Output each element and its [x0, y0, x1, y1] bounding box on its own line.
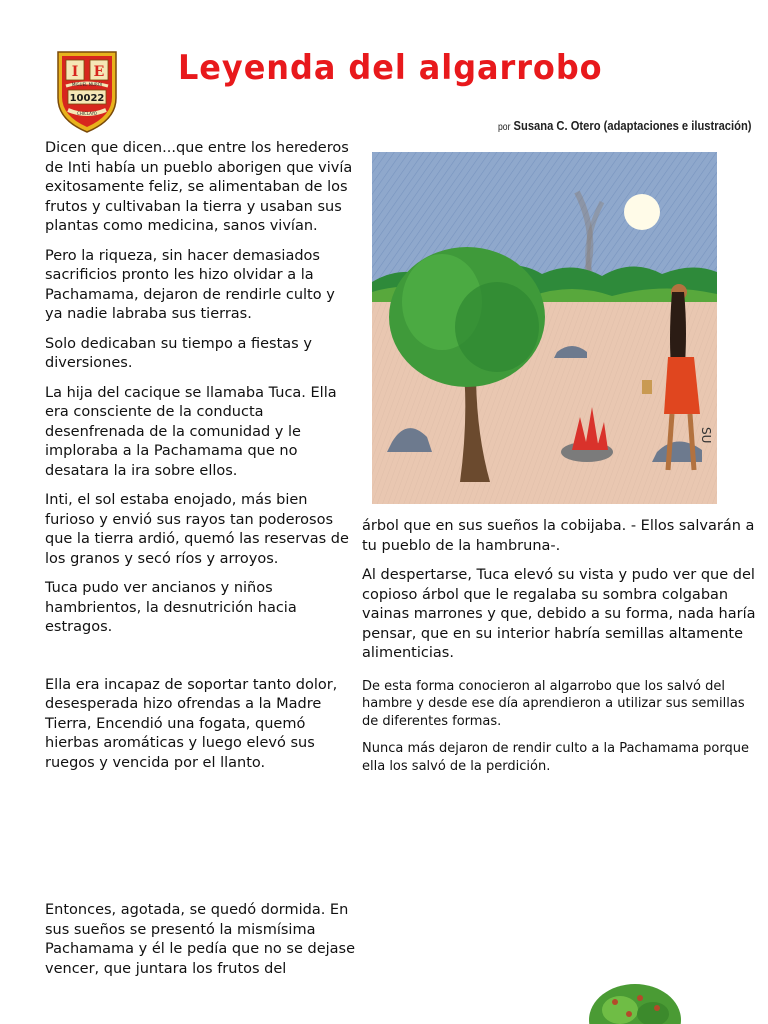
paragraph: La hija del cacique se llamaba Tuca. Ella era consciente de la conducta desenfrenada de la comunidad y le imploraba a la Pachamama que no desatara la ira sobre ellos.	[45, 384, 337, 479]
woman-figure	[664, 357, 700, 414]
logo-school-number: 10022	[69, 93, 105, 104]
paragraph: Al despertarse, Tuca elevó su vista y pudo ver que del copioso árbol que le regalaba su sombra colgaban vainas marrones y que, debido a su forma, nada haría pensar, que en su interior habría semillas altamente alimenticias.	[362, 567, 756, 661]
paragraph: Tuca pudo ver ancianos y niños hambrientos, la desnutrición hacia estragos.	[45, 580, 297, 635]
paragraph: Nunca más dejaron de rendir culto a la Pachamama porque ella los salvó de la perdición.	[362, 741, 749, 774]
page-title: Leyenda del algarrobo	[178, 48, 603, 88]
story-illustration	[372, 152, 717, 504]
paragraph: Pero la riqueza, sin hacer demasiados sacrificios pronto les hizo olvidar a la Pachamama, dejaron de rendirle culto y ya nadie labraba sus tierras.	[45, 247, 335, 322]
logo-letter-i: I	[71, 64, 79, 80]
decorative-tree-icon	[585, 980, 685, 1024]
paragraph: Solo dedicaban su tiempo a fiestas y diversiones.	[45, 335, 312, 371]
paragraph: Entonces, agotada, se quedó dormida. En sus sueños se presentó la mismísima Pachamama y él le pedía que no se dejase vencer, que juntara los frutos del	[45, 902, 356, 977]
artist-signature: SU	[699, 427, 713, 444]
school-shield-logo	[54, 48, 120, 134]
paragraph: Ella era incapaz de soportar tanto dolor, desesperada hizo ofrendas a la Madre Tierra, Encendió una fogata, quemó hierbas aromáticas y luego elevó sus ruegos y vencida por el llanto.	[45, 676, 338, 771]
byline-prefix: por	[498, 122, 511, 133]
paragraph: Inti, el sol estaba enojado, más bien furioso y envió sus rayos tan poderosos que la tierra ardió, quemó las reservas de los granos y secó ríos y arroyos.	[45, 492, 349, 567]
left-text-column	[45, 139, 355, 989]
moon	[624, 194, 660, 230]
logo-bottom-text: CHICLAYO	[77, 111, 97, 116]
paragraph: Dicen que dicen...que entre los herederos de Inti había un pueblo aborigen que vivía exitosamente feliz, se alimentaban de los frutos y cultivaban la tierra y usaban sus plantas como medicina, sanos vivían.	[45, 140, 353, 234]
logo-letter-e: E	[93, 64, 105, 80]
logo-top-text: MIGUEL MUROI	[71, 82, 103, 87]
author-byline	[498, 118, 751, 133]
byline-text: Susana C. Otero (adaptaciones e ilustración)	[513, 118, 752, 133]
paragraph: De esta forma conocieron al algarrobo que los salvó del hambre y desde ese día aprendieron a utilizar sus semillas de diferentes formas.	[362, 678, 745, 729]
right-text-column	[362, 517, 757, 785]
paragraph: árbol que en sus sueños la cobijaba. - Ellos salvarán a tu pueblo de la hambruna-.	[362, 518, 755, 554]
